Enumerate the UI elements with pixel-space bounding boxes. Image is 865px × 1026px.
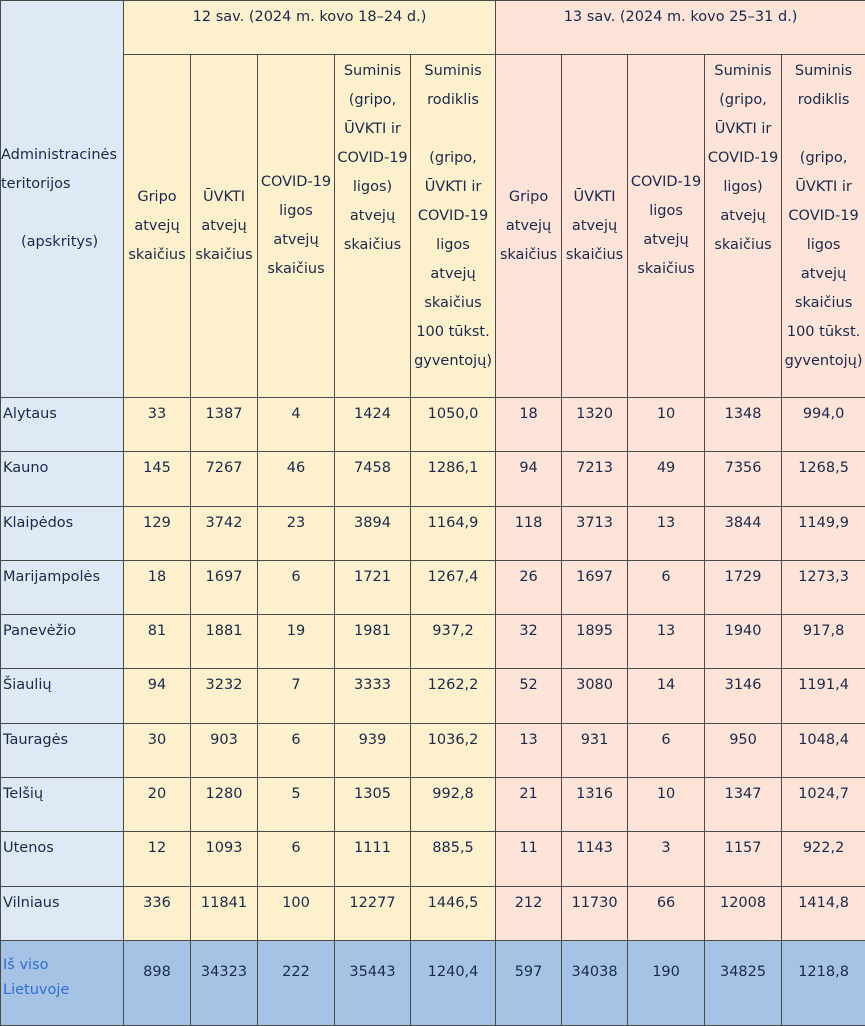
value-cell: 950 [705, 723, 782, 777]
table-row [1, 452, 865, 506]
value-cell: 11730 [562, 886, 628, 940]
value-cell: 1280 [191, 778, 258, 832]
value-cell: 336 [124, 886, 191, 940]
value-cell: 32 [496, 615, 562, 669]
value-cell: 13 [496, 723, 562, 777]
value-cell: 12 [124, 832, 191, 886]
value-cell: 46 [258, 452, 335, 506]
value-cell: 1050,0 [411, 398, 496, 452]
value-cell: 1981 [335, 615, 411, 669]
wk12-col-flu: Gripo atvejų skaičius [124, 55, 191, 398]
value-cell: 939 [335, 723, 411, 777]
value-cell: 1348 [705, 398, 782, 452]
value-cell: 1697 [191, 560, 258, 614]
value-cell: 7267 [191, 452, 258, 506]
value-cell: 1414,8 [782, 886, 865, 940]
total-value-cell: 597 [496, 940, 562, 1025]
value-cell: 7356 [705, 452, 782, 506]
wk12-col-rate: Suminis rodiklis (gripo, ŪVKTI ir COVID-19 ligos atvejų skaičius 100 tūkst. gyventojų) [411, 55, 496, 398]
value-cell: 6 [258, 832, 335, 886]
value-cell: 7 [258, 669, 335, 723]
value-cell: 4 [258, 398, 335, 452]
value-cell: 52 [496, 669, 562, 723]
value-cell: 3894 [335, 506, 411, 560]
value-cell: 19 [258, 615, 335, 669]
wk12-col-sum: Suminis (gripo, ŪVKTI ir COVID-19 ligos) atvejų skaičius [335, 55, 411, 398]
value-cell: 49 [628, 452, 705, 506]
value-cell: 1286,1 [411, 452, 496, 506]
value-cell: 13 [628, 506, 705, 560]
value-cell: 18 [124, 560, 191, 614]
value-cell: 7458 [335, 452, 411, 506]
value-cell: 11 [496, 832, 562, 886]
value-cell: 1881 [191, 615, 258, 669]
region-name: Alytaus [1, 398, 124, 452]
value-cell: 6 [628, 560, 705, 614]
value-cell: 3333 [335, 669, 411, 723]
wk13-col-rate: Suminis rodiklis (gripo, ŪVKTI ir COVID-19 ligos atvejų skaičius 100 tūkst. gyventojų) [782, 55, 865, 398]
wk13-col-flu: Gripo atvejų skaičius [496, 55, 562, 398]
region-name: Vilniaus [1, 886, 124, 940]
total-value-cell: 35443 [335, 940, 411, 1025]
region-name: Telšių [1, 778, 124, 832]
value-cell: 66 [628, 886, 705, 940]
value-cell: 6 [628, 723, 705, 777]
value-cell: 3146 [705, 669, 782, 723]
total-value-cell: 34323 [191, 940, 258, 1025]
table-row [1, 398, 865, 452]
value-cell: 3 [628, 832, 705, 886]
value-cell: 145 [124, 452, 191, 506]
value-cell: 885,5 [411, 832, 496, 886]
value-cell: 6 [258, 723, 335, 777]
total-row [1, 940, 865, 1025]
region-name: Panevėžio [1, 615, 124, 669]
value-cell: 118 [496, 506, 562, 560]
table-row [1, 615, 865, 669]
table-row [1, 669, 865, 723]
value-cell: 3844 [705, 506, 782, 560]
wk13-col-covid: COVID-19 ligos atvejų skaičius [628, 55, 705, 398]
value-cell: 917,8 [782, 615, 865, 669]
value-cell: 1143 [562, 832, 628, 886]
value-cell: 1940 [705, 615, 782, 669]
value-cell: 23 [258, 506, 335, 560]
total-value-cell: 1240,4 [411, 940, 496, 1025]
value-cell: 14 [628, 669, 705, 723]
value-cell: 931 [562, 723, 628, 777]
value-cell: 994,0 [782, 398, 865, 452]
value-cell: 13 [628, 615, 705, 669]
value-cell: 212 [496, 886, 562, 940]
table-row [1, 560, 865, 614]
value-cell: 1149,9 [782, 506, 865, 560]
value-cell: 1729 [705, 560, 782, 614]
value-cell: 81 [124, 615, 191, 669]
value-cell: 33 [124, 398, 191, 452]
value-cell: 1446,5 [411, 886, 496, 940]
region-name: Šiaulių [1, 669, 124, 723]
value-cell: 1157 [705, 832, 782, 886]
value-cell: 3713 [562, 506, 628, 560]
region-header: Administracinės teritorijos (apskritys) [1, 1, 124, 398]
value-cell: 94 [496, 452, 562, 506]
value-cell: 1697 [562, 560, 628, 614]
value-cell: 10 [628, 398, 705, 452]
value-cell: 1024,7 [782, 778, 865, 832]
total-value-cell: 898 [124, 940, 191, 1025]
value-cell: 21 [496, 778, 562, 832]
wk13-col-uvkti: ŪVKTI atvejų skaičius [562, 55, 628, 398]
week13-header: 13 sav. (2024 m. kovo 25–31 d.) [496, 1, 865, 55]
value-cell: 7213 [562, 452, 628, 506]
value-cell: 903 [191, 723, 258, 777]
value-cell: 1895 [562, 615, 628, 669]
value-cell: 3080 [562, 669, 628, 723]
value-cell: 1093 [191, 832, 258, 886]
value-cell: 18 [496, 398, 562, 452]
value-cell: 1268,5 [782, 452, 865, 506]
value-cell: 10 [628, 778, 705, 832]
value-cell: 1320 [562, 398, 628, 452]
value-cell: 1036,2 [411, 723, 496, 777]
table-row [1, 723, 865, 777]
value-cell: 1347 [705, 778, 782, 832]
value-cell: 1316 [562, 778, 628, 832]
value-cell: 5 [258, 778, 335, 832]
value-cell: 1424 [335, 398, 411, 452]
wk13-col-sum: Suminis (gripo, ŪVKTI ir COVID-19 ligos) atvejų skaičius [705, 55, 782, 398]
value-cell: 12008 [705, 886, 782, 940]
value-cell: 100 [258, 886, 335, 940]
wk12-col-covid: COVID-19 ligos atvejų skaičius [258, 55, 335, 398]
value-cell: 3232 [191, 669, 258, 723]
week12-header: 12 sav. (2024 m. kovo 18–24 d.) [124, 1, 496, 55]
value-cell: 1387 [191, 398, 258, 452]
value-cell: 129 [124, 506, 191, 560]
total-value-cell: 222 [258, 940, 335, 1025]
value-cell: 1191,4 [782, 669, 865, 723]
value-cell: 20 [124, 778, 191, 832]
total-value-cell: 190 [628, 940, 705, 1025]
table-row [1, 886, 865, 940]
value-cell: 1721 [335, 560, 411, 614]
region-name: Utenos [1, 832, 124, 886]
value-cell: 26 [496, 560, 562, 614]
wk12-col-uvkti: ŪVKTI atvejų skaičius [191, 55, 258, 398]
total-value-cell: 34038 [562, 940, 628, 1025]
value-cell: 1273,3 [782, 560, 865, 614]
total-value-cell: 1218,8 [782, 940, 865, 1025]
value-cell: 1111 [335, 832, 411, 886]
value-cell: 1305 [335, 778, 411, 832]
table-row [1, 778, 865, 832]
region-name: Tauragės [1, 723, 124, 777]
value-cell: 937,2 [411, 615, 496, 669]
value-cell: 3742 [191, 506, 258, 560]
value-cell: 1267,4 [411, 560, 496, 614]
value-cell: 992,8 [411, 778, 496, 832]
region-name: Marijampolės [1, 560, 124, 614]
value-cell: 1164,9 [411, 506, 496, 560]
total-label: Iš viso Lietuvoje [1, 940, 124, 1025]
value-cell: 11841 [191, 886, 258, 940]
value-cell: 94 [124, 669, 191, 723]
value-cell: 30 [124, 723, 191, 777]
value-cell: 1048,4 [782, 723, 865, 777]
value-cell: 12277 [335, 886, 411, 940]
total-value-cell: 34825 [705, 940, 782, 1025]
table-row [1, 506, 865, 560]
value-cell: 6 [258, 560, 335, 614]
value-cell: 1262,2 [411, 669, 496, 723]
table-row [1, 832, 865, 886]
value-cell: 922,2 [782, 832, 865, 886]
region-name: Klaipėdos [1, 506, 124, 560]
region-name: Kauno [1, 452, 124, 506]
